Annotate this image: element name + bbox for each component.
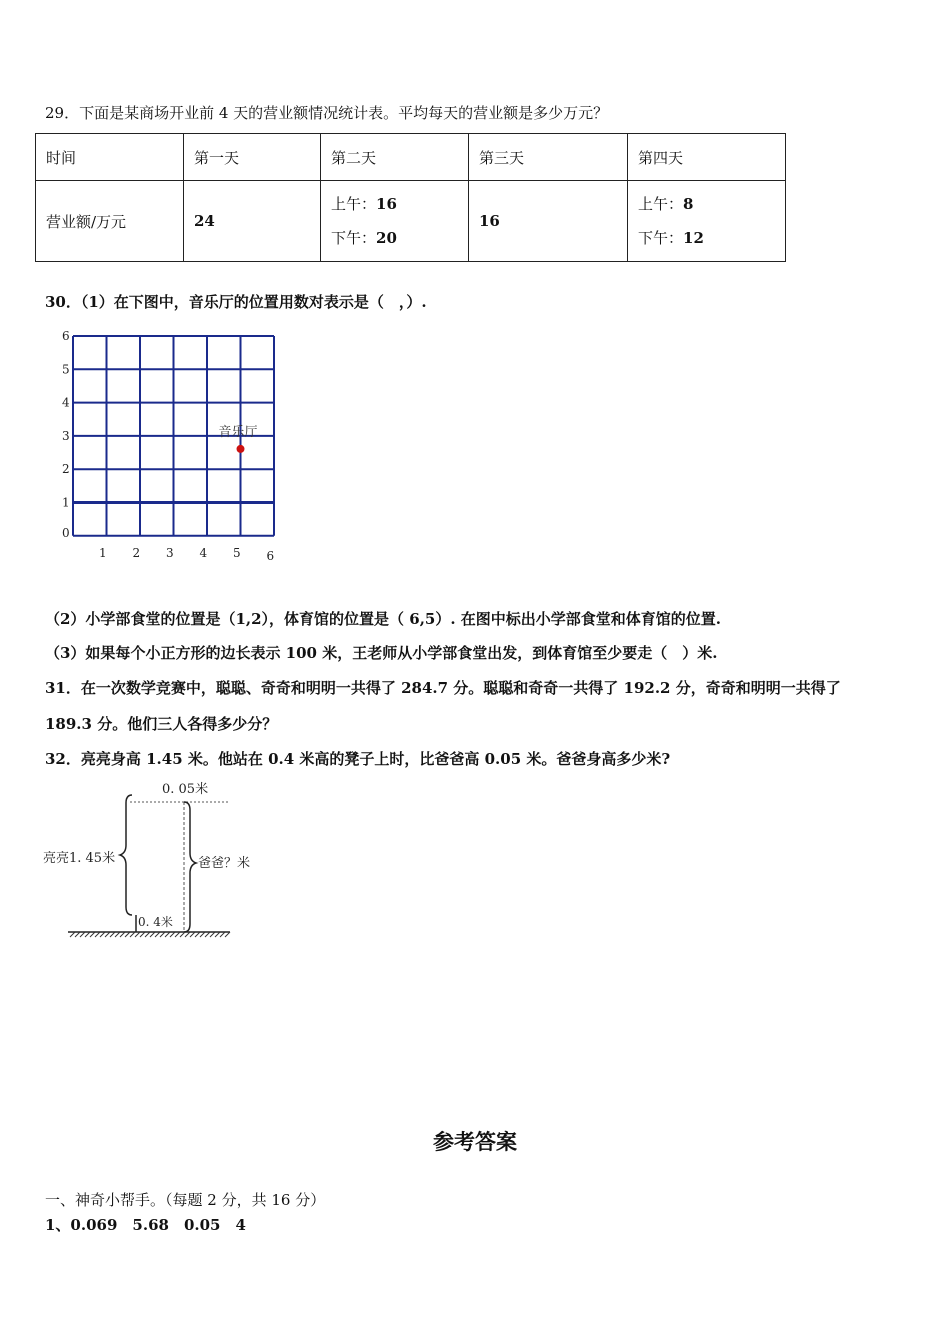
day4-pm: 12: [683, 229, 704, 247]
am-label: 上午：: [638, 195, 684, 213]
left-brace: [120, 795, 132, 915]
day2-cell: [321, 181, 469, 262]
pm-label: 下午：: [331, 229, 377, 247]
header-cell: 第一天: [184, 134, 321, 181]
header-cell: 第二天: [321, 134, 469, 181]
x-tick-label: 2: [132, 546, 141, 560]
x-tick-label: 6: [266, 549, 275, 563]
day4-cell: [628, 181, 786, 262]
q30-part2: （2）小学部食堂的位置是（1,2），体育馆的位置是（ 6,5）. 在图中标出小学部食堂和体育馆的位置.: [45, 610, 722, 628]
answer-title: 参考答案: [433, 1130, 517, 1154]
stool-label: 0. 4米: [138, 915, 173, 929]
coordinate-grid: [40, 325, 290, 570]
x-tick-label: 5: [233, 546, 241, 560]
x-tick-label: 1: [99, 546, 107, 560]
y-tick-label: 2: [62, 462, 70, 477]
y-tick-label: 5: [62, 362, 70, 377]
y-tick-label: 4: [62, 395, 70, 410]
liangliang-label: 亮亮1. 45米: [43, 851, 116, 866]
right-brace: [184, 802, 196, 932]
y-tick-label: 3: [62, 428, 70, 443]
day1-value: 24: [184, 181, 321, 262]
x-axis-labels: [99, 546, 274, 563]
y-tick-label: 1: [62, 495, 70, 510]
header-cell: 第三天: [469, 134, 628, 181]
header-cell: 时间: [36, 134, 184, 181]
q31-line2: 189.3 分。他们三人各得多少分？: [45, 715, 278, 733]
header-cell: 第四天: [628, 134, 786, 181]
concert-hall-label: 音乐厅: [218, 424, 258, 440]
x-tick-label: 4: [199, 546, 208, 560]
y-tick-label: 6: [62, 329, 70, 343]
q31-line1: 31．在一次数学竞赛中，聪聪、奇奇和明明一共得了 284.7 分。聪聪和奇奇一共得了 192.2 分，奇奇和明明一共得了: [45, 679, 841, 697]
answer-1: 1、0.069 5.68 0.05 4: [45, 1216, 246, 1234]
q32-text: 32．亮亮身高 1.45 米。他站在 0.4 米高的凳子上时，比爸爸高 0.05 米。爸爸身高多少米?: [45, 750, 671, 768]
sales-table: [35, 133, 786, 262]
top-label: 0. 05米: [162, 782, 209, 797]
x-tick-label: 3: [166, 546, 174, 560]
answer-section1: 一、神奇小帮手。（每题 2 分，共 16 分）: [45, 1191, 326, 1209]
q29-text: 29．下面是某商场开业前 4 天的营业额情况统计表。平均每天的营业额是多少万元？: [45, 104, 609, 122]
table-row: [36, 181, 786, 262]
q30-part1: 30．（1）在下图中，音乐厅的位置用数对表示是（ ，）.: [45, 293, 427, 311]
day4-am: 8: [683, 195, 694, 213]
concert-hall-point: [237, 445, 245, 453]
row-label: 营业额/万元: [36, 181, 184, 262]
q30-part3: （3）如果每个小正方形的边长表示 100 米，王老师从小学部食堂出发，到体育馆至少要走（ ）米.: [45, 644, 718, 662]
y-axis-labels: [62, 329, 70, 540]
height-figure: [40, 775, 270, 940]
dad-label: 爸爸？米: [198, 856, 251, 871]
y-tick-label: 0: [62, 526, 70, 540]
day3-value: 16: [469, 181, 628, 262]
day2-pm: 20: [376, 229, 397, 247]
table-header-row: [36, 134, 786, 181]
pm-label: 下午：: [638, 229, 684, 247]
day2-am: 16: [376, 195, 397, 213]
am-label: 上午：: [331, 195, 377, 213]
